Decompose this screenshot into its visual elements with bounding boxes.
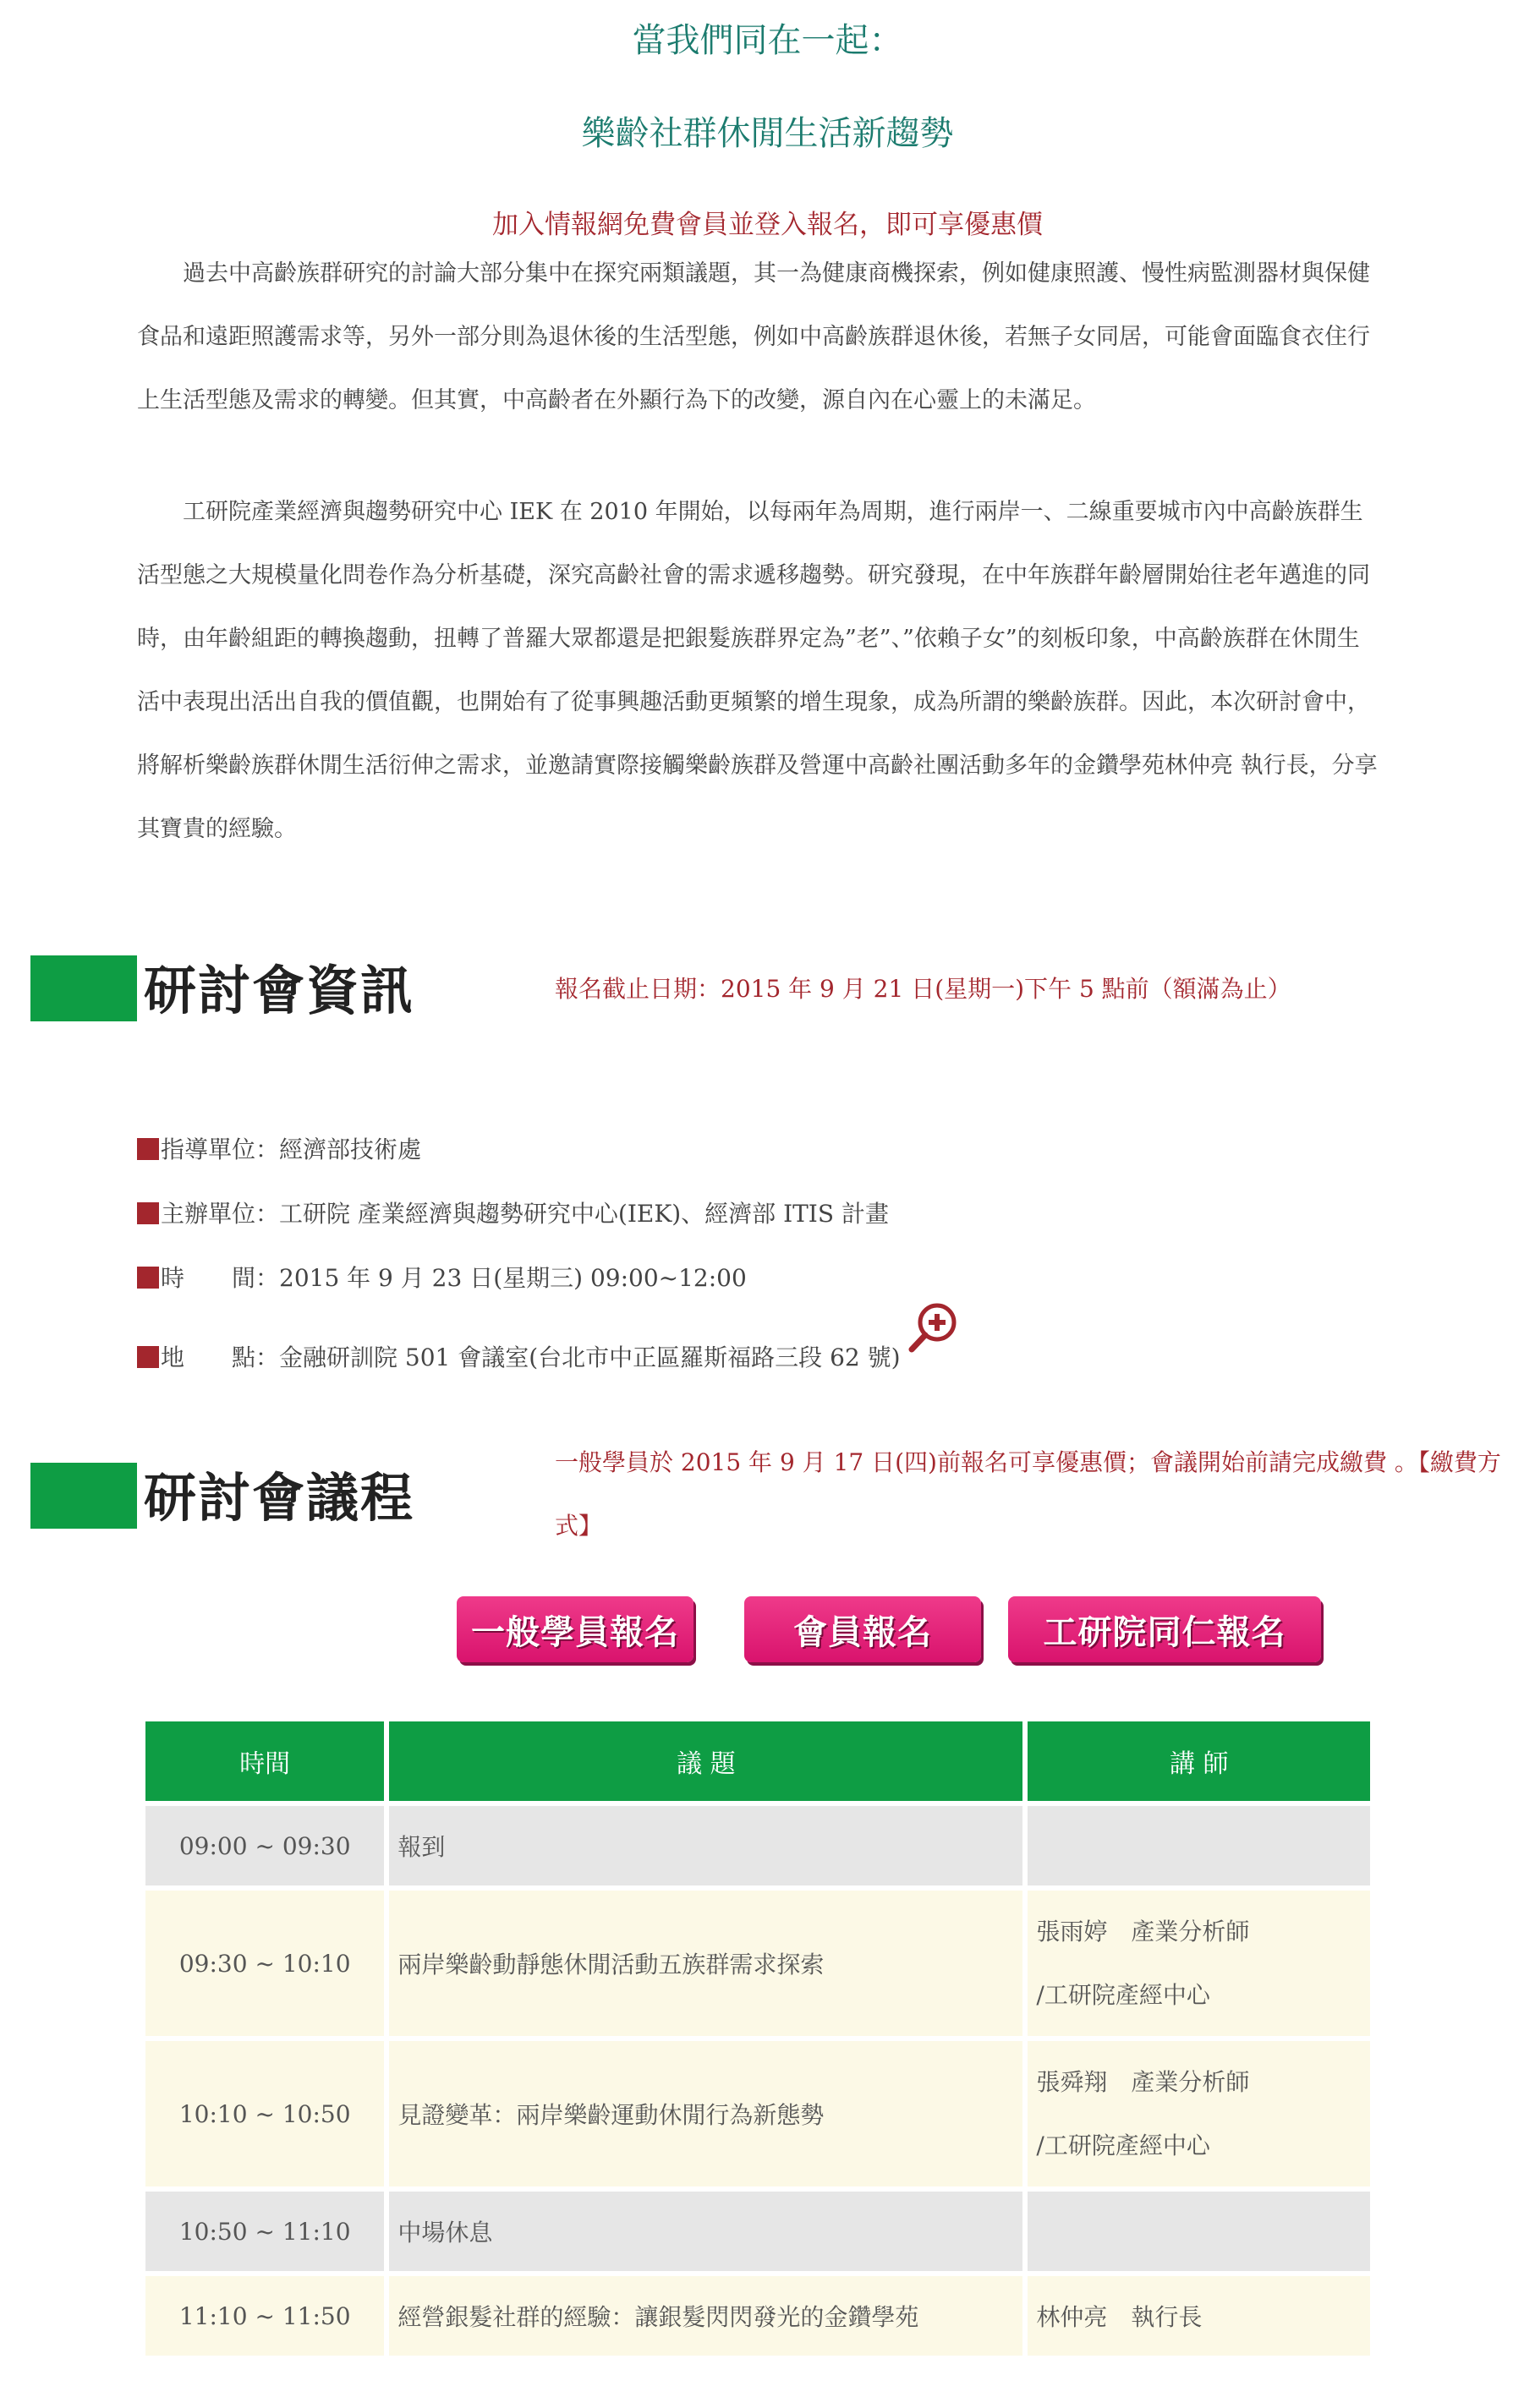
column-header-topic: 議 題 [389,1721,1022,1801]
early-bird-note: 一般學員於 2015 年 9 月 17 日(四)前報名可享優惠價；會議開始前請完成繳費 。【繳費方式】 [555,1448,1501,1540]
table-row: 10:50 ~ 11:10 中場休息 [145,2192,1370,2271]
table-row: 09:00 ~ 09:30 報到 [145,1806,1370,1885]
info-row-time: 時 間：2015 年 9 月 23 日(星期三) 09:00~12:00 [137,1260,747,1294]
registration-deadline: 報名截止日期：2015 年 9 月 21 日(星期一)下午 5 點前（額滿為止） [555,975,1291,1003]
info-row-organizer: 主辦單位：工研院 產業經濟與趨勢研究中心(IEK)、經濟部 ITIS 計畫 [137,1196,889,1229]
table-row: 10:10 ~ 10:50 見證變革：兩岸樂齡運動休閒行為新態勢 張舜翔 產業分析師 /工研院產經中心 [145,2041,1370,2186]
intro-paragraph-2: 工研院產業經濟與趨勢研究中心 IEK 在 2010 年開始，以每兩年為周期，進行兩岸一、二線重要城市內中高齡族群生活型態之大規模量化問卷作為分析基礎，深究高齡社會的需求遞移趨勢。研究發現，在中年族群年齡層開始往老年邁進的同時，由年齡組距的轉換趨動，扭轉了普羅大眾都還是把銀髮族群界定為”老”、”依賴子女”的刻板印象，中高齡族群在休閒生活中表現出活出自我的價值觀，也開始有了從事興趣活動更頻繁的增生現象，成為所謂的樂齡族群。因此，本次研討會中，將解析樂齡族群休閒生活衍伸之需求，並邀請實際接觸樂齡族群及營運中高齡社團活動多年的金鑽學苑林仲亮 執行長，分享其寶貴的經驗。 [137,499,1378,842]
bullet-square-icon [137,1267,159,1289]
intro-paragraph-1: 過去中高齡族群研究的討論大部分集中在探究兩類議題，其一為健康商機探索，例如健康照護、慢性病監測器材與保健食品和遠距照護需求等，另外一部分則為退休後的生活型態，例如中高齡族群退休後，若無子女同居，可能會面臨食衣住行上生活型態及需求的轉變。但其實，中高齡者在外顯行為下的改變，源自內在心靈上的未滿足。 [137,260,1370,413]
table-row: 11:10 ~ 11:50 經營銀髮社群的經驗：讓銀髮閃閃發光的金鑽學苑 林仲亮 執行長 [145,2276,1370,2356]
info-section-title: 研討會資訊 [144,960,415,1021]
bullet-square-icon [137,1202,159,1224]
page-title-line1: 當我們同在一起： [632,21,903,60]
table-row: 09:30 ~ 10:10 兩岸樂齡動靜態休閒活動五族群需求探索 張雨婷 產業分析師 /工研院產經中心 [145,1891,1370,2036]
itri-staff-registration-button[interactable]: 工研院同仁報名 [1008,1596,1321,1662]
bullet-square-icon [137,1138,159,1160]
member-promo-link[interactable]: 加入情報網免費會員並登入報名，即可享優惠價 [492,210,1043,240]
agenda-table [140,1716,1375,2361]
member-registration-button[interactable]: 會員報名 [744,1596,981,1662]
page-title-line2: 樂齡社群休閒生活新趨勢 [581,114,954,153]
column-header-speaker: 講 師 [1028,1721,1370,1801]
bullet-square-icon [137,1346,159,1368]
magnifier-plus-icon[interactable] [907,1302,959,1354]
column-header-time: 時間 [145,1721,384,1801]
agenda-section-title: 研討會議程 [144,1467,415,1529]
info-row-advisor: 指導單位：經濟部技術處 [137,1131,421,1165]
info-row-location: 地 點：金融研訓院 501 會議室(台北市中正區羅斯福路三段 62 號) [137,1339,901,1373]
section-marker-block [30,1463,137,1529]
section-marker-block [30,955,137,1021]
general-registration-button[interactable]: 一般學員報名 [457,1596,693,1662]
